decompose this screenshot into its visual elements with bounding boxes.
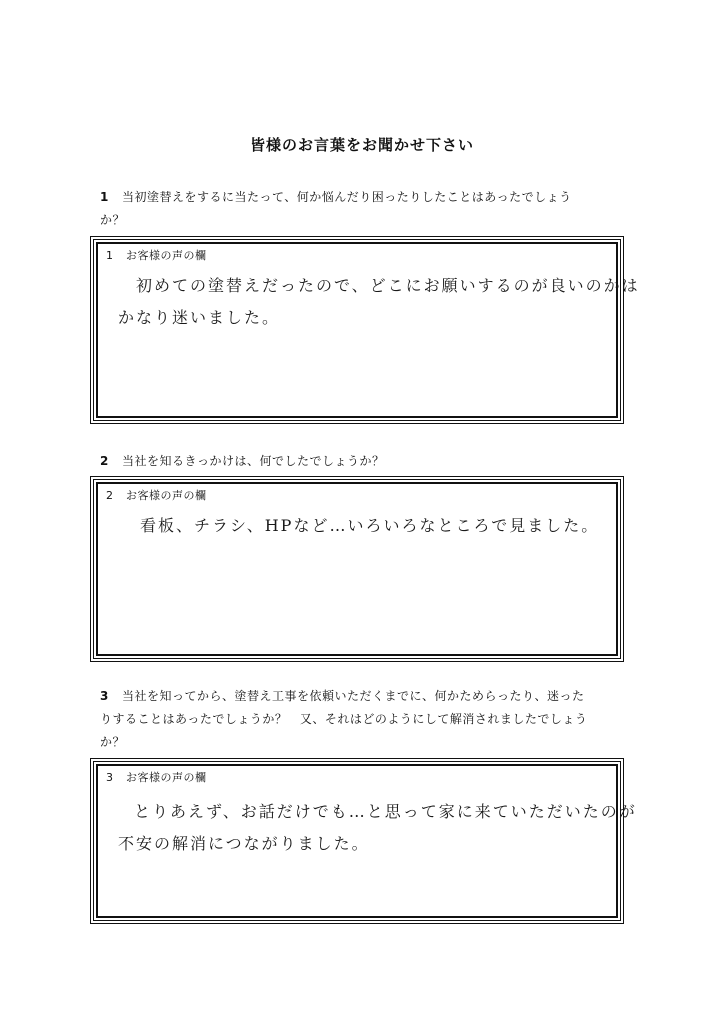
question-1 — [100, 186, 640, 232]
answer-box-3-label — [106, 769, 207, 785]
question-3-line-1 — [100, 685, 640, 708]
answer-1-line-2: かなり迷いました。 — [118, 308, 281, 327]
answer-box-3 — [90, 758, 637, 924]
question-2-number: 2 — [100, 454, 109, 468]
question-3 — [100, 685, 640, 754]
answer-box-1-number: 1 — [106, 249, 114, 262]
question-1-line-1 — [100, 186, 640, 209]
answer-box-1-label-text: お客様の声の欄 — [126, 249, 207, 262]
answer-box-2 — [90, 476, 624, 662]
question-1-line-2: か？ — [100, 213, 126, 227]
answer-box-1 — [90, 236, 640, 424]
question-3-line-2: りすることはあったでしょうか？ 又、それはどのようにして解消されましたでしょう — [100, 712, 588, 726]
answer-2-text — [118, 510, 604, 542]
answer-box-1-label — [106, 247, 207, 263]
question-1-text-1: 当初塗替えをするに当たって、何か悩んだり困ったりしたことはあったでしょう — [122, 190, 572, 204]
answer-box-2-label — [106, 487, 207, 503]
answer-3-line-2: 不安の解消につながりました。 — [118, 834, 370, 853]
answer-3-line-1: とりあえず、お話だけでも…と思って家に来ていただいたのが — [134, 802, 637, 821]
answer-box-3-inner — [96, 764, 637, 918]
question-1-number: 1 — [100, 190, 109, 204]
question-2-text-1: 当社を知るきっかけは、何でしたでしょうか？ — [122, 454, 385, 468]
question-3-text-1: 当社を知ってから、塗替え工事を依頼いただくまでに、何かためらったり、迷った — [122, 689, 585, 703]
answer-1-text — [118, 270, 640, 334]
answer-box-1-inner — [96, 242, 640, 418]
answer-box-2-label-text: お客様の声の欄 — [126, 489, 207, 502]
question-2 — [100, 450, 640, 473]
answer-box-3-number: 3 — [106, 771, 114, 784]
answer-1-line-1: 初めての塗替えだったので、どこにお願いするのが良いのかは — [136, 276, 640, 295]
answer-2-line-1: 看板、チラシ、HPなど…いろいろなところで見ました。 — [140, 516, 600, 535]
answer-box-2-number: 2 — [106, 489, 114, 502]
answer-box-3-label-text: お客様の声の欄 — [126, 771, 207, 784]
question-3-line-3: か？ — [100, 735, 126, 749]
question-3-number: 3 — [100, 689, 109, 703]
answer-box-2-inner — [96, 482, 618, 656]
question-2-line-1 — [100, 450, 640, 473]
page-title: 皆様のお言葉をお聞かせ下さい — [249, 136, 474, 154]
answer-3-text — [118, 796, 637, 860]
